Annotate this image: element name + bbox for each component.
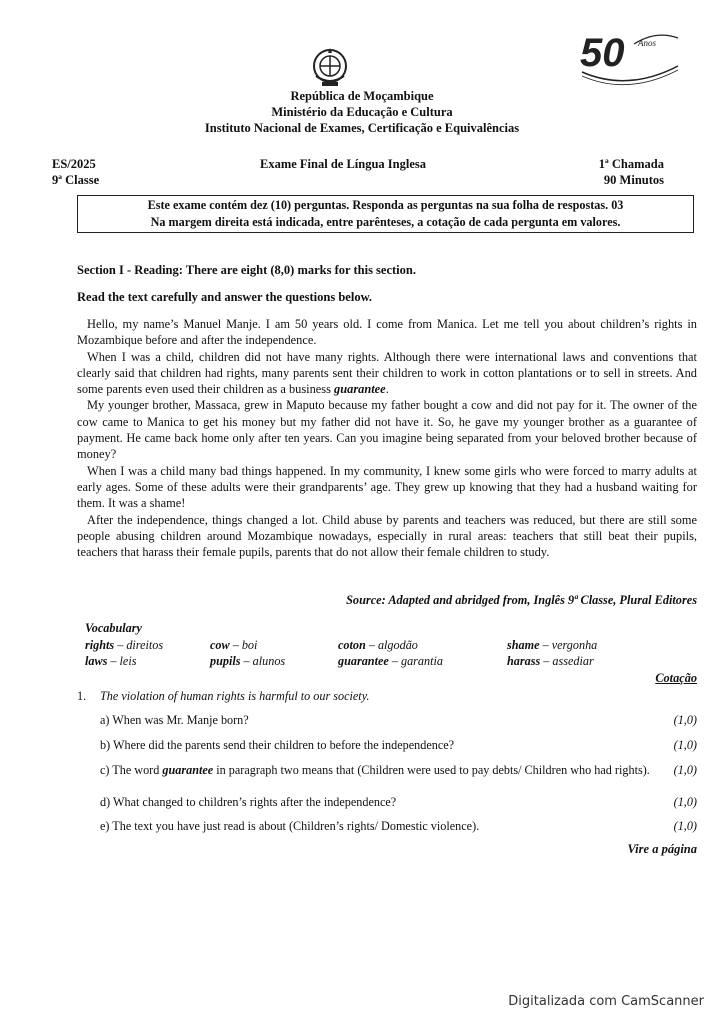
- question-1a: a) When was Mr. Manje born?: [100, 713, 249, 727]
- question-1d: d) What changed to children’s rights after the independence?: [100, 795, 397, 809]
- vocab-item: guarantee – garantia: [338, 654, 443, 668]
- section-title: Section I - Reading: There are eight (8,0) marks for this section.: [77, 263, 416, 277]
- instructions-line-1: Este exame contém dez (10) perguntas. Responda as perguntas na sua folha de respostas. 03: [147, 198, 624, 212]
- vocab-item: cow – boi: [210, 638, 258, 652]
- paragraph-4: When I was a child many bad things happened. In my community, I knew some girls who were forced to marry adults at early ages. Some of these adults were their grandparents’ age. They grew up knowing that they had a husband waiting for them. It was a shame!: [77, 463, 697, 511]
- paragraph-2-end: .: [385, 382, 389, 397]
- paragraph-5: After the independence, things changed a lot. Child abuse by parents and teachers was reduced, but there are still some people abusing children around Mozambique nowadays, especially in rural areas: teachers that still beat their pupils, teachers that harass their female pupils, parents that do not allow their female children to study.: [77, 512, 697, 560]
- vocab-item: laws – leis: [85, 654, 137, 668]
- institute-name: Instituto Nacional de Exames, Certificação e Equivalências: [204, 121, 520, 135]
- turn-page-note: Vire a página: [627, 842, 697, 856]
- instructions-box: [77, 195, 694, 233]
- fifty-years-logo: [578, 26, 682, 90]
- question-1e: e) The text you have just read is about (Children’s rights/ Domestic violence).: [100, 819, 480, 833]
- section-subtitle: Read the text carefully and answer the questions below.: [77, 290, 373, 304]
- exam-call: 1ª Chamada: [598, 157, 664, 171]
- question-1a-score: (1,0): [673, 713, 697, 727]
- question-1c-word: guarantee: [162, 763, 214, 777]
- vocab-item: rights – direitos: [85, 638, 164, 652]
- source-citation: Source: Adapted and abridged from, Inglês 9ª Classe, Plural Editores: [346, 593, 697, 607]
- question-1e-score: (1,0): [673, 819, 697, 833]
- question-1d-score: (1,0): [673, 795, 697, 809]
- question-1b: b) Where did the parents send their children to before the independence?: [100, 738, 455, 752]
- svg-text:50: 50: [580, 31, 625, 75]
- vocab-item: shame – vergonha: [507, 638, 598, 652]
- ministry-name: Ministério da Educação e Cultura: [271, 105, 453, 119]
- vocab-item: harass – assediar: [507, 654, 594, 668]
- question-1-number: 1.: [77, 689, 87, 703]
- exam-title: Exame Final de Língua Inglesa: [260, 157, 426, 171]
- vocabulary-title: Vocabulary: [85, 621, 142, 635]
- question-1c: c) The word guarantee in paragraph two means that (Children were used to pay debts/ Children who had rights).: [100, 763, 650, 777]
- camscanner-watermark: Digitalizada com CamScanner: [508, 994, 704, 1009]
- reading-text: [77, 316, 697, 560]
- paragraph-2: [77, 349, 697, 398]
- coat-of-arms-emblem: [310, 46, 350, 88]
- question-1c-score: (1,0): [673, 763, 697, 777]
- paragraph-3: My younger brother, Massaca, grew in Maputo because my father bought a cow and did not pay for it. The owner of the cow came to Manica to get his money but my father did not have it. So, he gave my younger brother as a guarantee of payment. He came back home only after ten years. Can you imagine being separated from your beloved brother because of money?: [77, 398, 697, 462]
- guarantee-word: guarantee: [334, 382, 386, 397]
- exam-code: ES/2025: [52, 157, 96, 171]
- instructions-line-2: Na margem direita está indicada, entre parênteses, a cotação de cada pergunta em valores.: [150, 215, 621, 229]
- question-1-prompt: The violation of human rights is harmful to our society.: [100, 689, 370, 703]
- paragraph-2-text: When I was a child, children did not have many rights. Although there were international laws and conventions that clearly said that children had rights, many parents sent their children to work in cotton plantations or to sell in streets. And some parents even used their children as a business: [77, 349, 697, 397]
- country-name: República de Moçambique: [290, 89, 434, 103]
- exam-grade: 9ª Classe: [52, 173, 100, 187]
- svg-text:Anos: Anos: [638, 38, 656, 48]
- exam-duration: 90 Minutos: [603, 173, 664, 187]
- question-1b-score: (1,0): [673, 738, 697, 752]
- cotacao-label: Cotação: [655, 671, 697, 685]
- vocab-item: coton – algodão: [338, 638, 418, 652]
- paragraph-1: Hello, my name’s Manuel Manje. I am 50 years old. I come from Manica. Let me tell you about children’s rights in Mozambique before and after the independence.: [77, 317, 697, 348]
- vocab-item: pupils – alunos: [210, 654, 286, 668]
